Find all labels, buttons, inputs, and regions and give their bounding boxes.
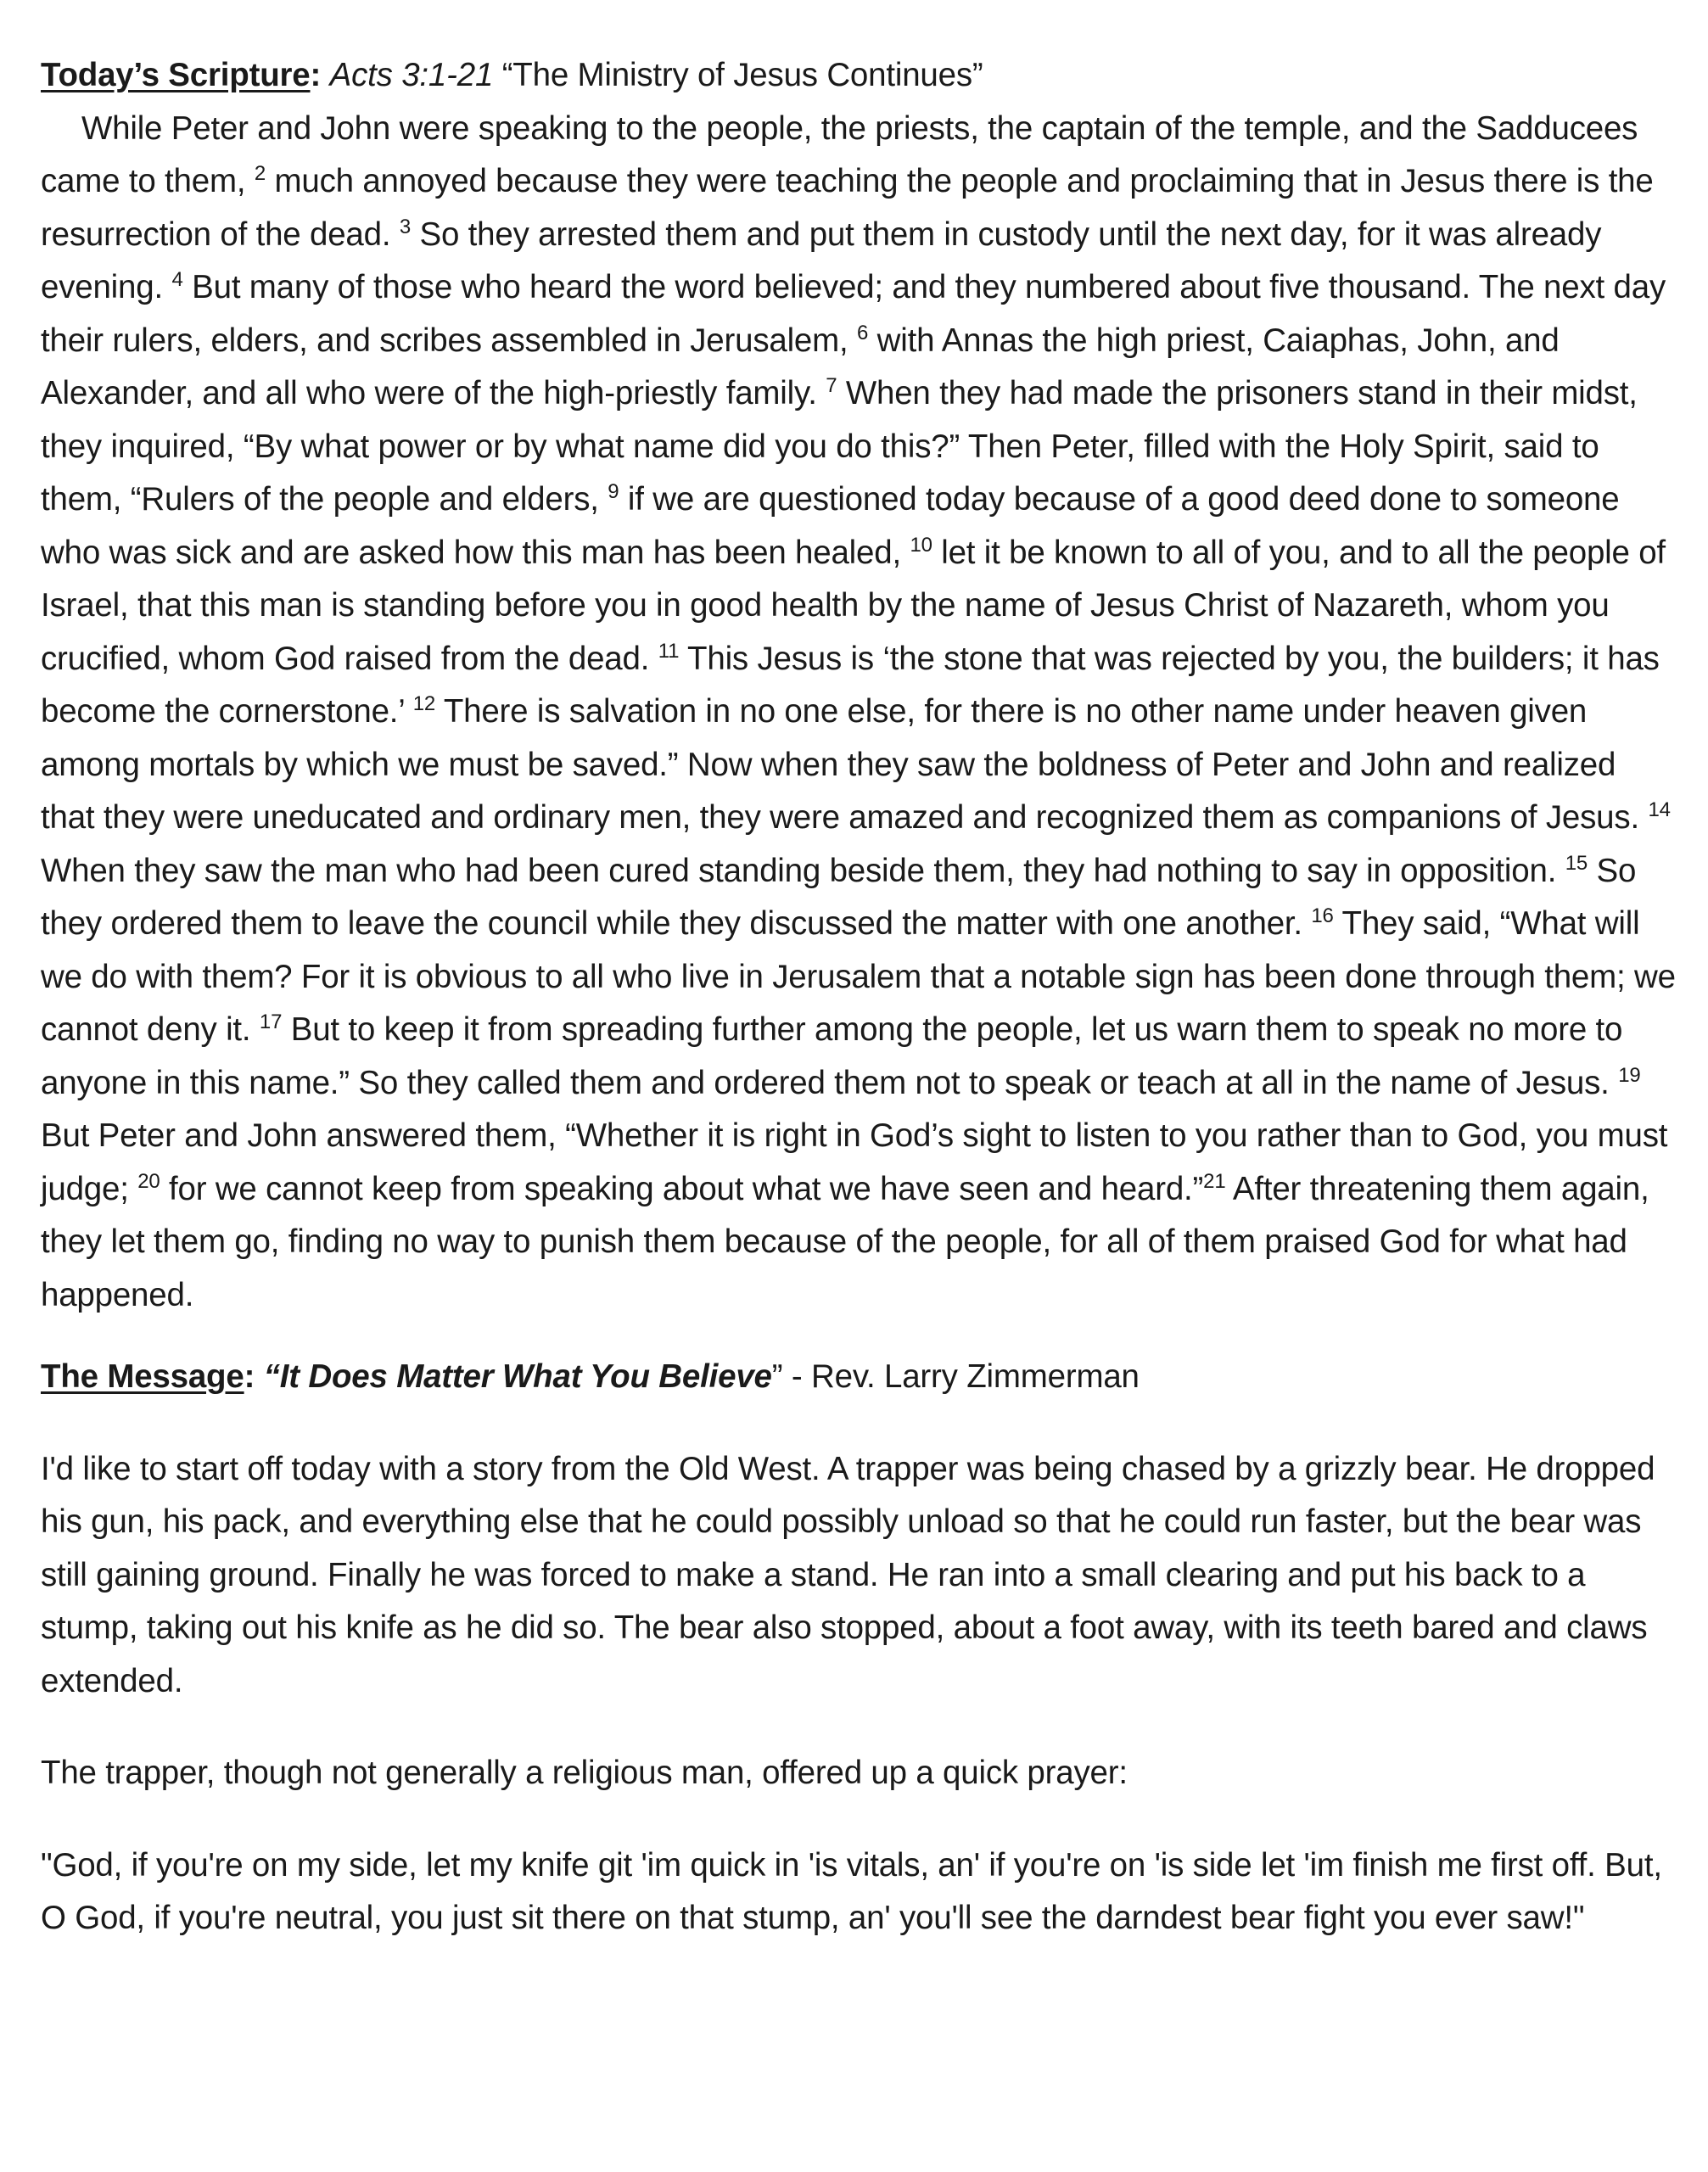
scripture-text — [41, 103, 1678, 1323]
verse-text: There is salvation in no one else, for there is no other name under heaven given among mortals by which we must be saved.” Now when they saw the boldness of Peter and John and realized that they were uneducated and ordinary men, they were amazed and recognized them as companions of Jesus. — [41, 693, 1649, 836]
message-colon: : — [244, 1358, 255, 1395]
scripture-reference: Acts 3:1-21 — [329, 57, 494, 93]
message-close-quote: ” — [771, 1358, 783, 1395]
verse-text: with Annas the high priest, Caiaphas, John, and Alexander, and all who were of the high-priestly family. — [41, 322, 1560, 411]
verse-number: 4 — [171, 268, 183, 292]
verse-number: 14 — [1648, 798, 1671, 822]
message-heading — [41, 1351, 1678, 1404]
verse-number: 16 — [1311, 904, 1334, 928]
verse-number: 20 — [137, 1169, 160, 1193]
verse-text: When they saw the man who had been cured standing beside them, they had nothing to say in opposition. — [41, 852, 1565, 889]
verse-text: But many of those who heard the word believed; and they numbered about five thousand. The next day their rulers, elders, and scribes assembled in Jerusalem, — [41, 269, 1666, 359]
scripture-label: Today’s Scripture — [41, 57, 311, 93]
message-author: - Rev. Larry Zimmerman — [782, 1358, 1140, 1395]
document-page — [41, 49, 1678, 1984]
message-label: The Message — [41, 1358, 244, 1395]
verse-text: So they ordered them to leave the council while they discussed the matter with one another. — [41, 852, 1637, 942]
verse-number: 15 — [1565, 851, 1588, 875]
verse-number: 10 — [910, 533, 932, 557]
scripture-colon: : — [310, 57, 322, 93]
verse-number: 2 — [254, 162, 266, 186]
message-title: “It Does Matter What You Believe — [263, 1358, 772, 1395]
verse-number: 11 — [658, 639, 680, 663]
verse-number: 12 — [412, 692, 436, 716]
verse-text: This Jesus is ‘the stone that was rejected by you, the builders; it has become the cornerstone.’ — [41, 640, 1660, 730]
scripture-heading — [41, 49, 1678, 103]
verse-text: let it be known to all of you, and to all the people of Israel, that this man is standing before you in good health by the name of Jesus Christ of Nazareth, whom you crucified, whom God raised from the dead. — [41, 534, 1666, 677]
verse-number: 9 — [608, 480, 619, 504]
verse-number: 17 — [259, 1010, 283, 1034]
verse-number: 6 — [857, 321, 869, 344]
verse-text: While Peter and John were speaking to the people, the priests, the captain of the temple, and the Sadducees came to them, — [41, 109, 1638, 199]
verse-text: But to keep it from spreading further among the people, let us warn them to speak no more to anyone in this name.” So they called them and ordered them not to speak or teach at all in the name of Jesus. — [41, 1011, 1623, 1101]
verse-number: 3 — [399, 215, 411, 238]
verse-text: if we are questioned today because of a good deed done to someone who was sick and are asked how this man has been healed, — [41, 481, 1620, 571]
story-paragraph-1: I'd like to start off today with a story from the Old West. A trapper was being chased by a grizzly bear. He dropped his gun, his pack, and everything else that he could possibly unload so that he could run faster, but the bear was still gaining ground. Finally he was forced to make a stand. He ran into a small clearing and put his back to a stump, taking out his knife as he did so. The bear also stopped, about a foot away, with its teeth bared and claws extended. — [41, 1450, 1655, 1699]
verse-text: for we cannot keep from speaking about what we have seen and heard.” — [160, 1170, 1204, 1207]
story-paragraph-2: The trapper, though not generally a religious man, offered up a quick prayer: — [41, 1755, 1128, 1791]
story-paragraph-3: "God, if you're on my side, let my knife git 'im quick in 'is vitals, an' if you're on 'is side let 'im finish me first off. But, O God, if you're neutral, you just sit there on that stump, an' you'll see the darndest bear fight you ever saw!" — [41, 1846, 1662, 1936]
verse-text: After threatening them again, they let them go, finding no way to punish them because of the people, for all of them praised God for what had happened. — [41, 1170, 1649, 1313]
verse-number: 19 — [1618, 1063, 1641, 1087]
verse-number: 21 — [1203, 1169, 1226, 1193]
verse-text: When they had made the prisoners stand in their midst, they inquired, “By what power or by what name did you do this?” Then Peter, filled with the Holy Spirit, said to them, “Rulers of the people and elders, — [41, 375, 1638, 518]
verse-text: But Peter and John answered them, “Whether it is right in God’s sight to listen to you rather than to God, you must judge; — [41, 1117, 1668, 1207]
verse-text: So they arrested them and put them in custody until the next day, for it was already evening. — [41, 216, 1602, 305]
verse-text: They said, “What will we do with them? For it is obvious to all who live in Jerusalem that a notable sign has been done through them; we cannot deny it. — [41, 905, 1676, 1048]
verse-number: 7 — [826, 374, 837, 398]
scripture-title: “The Ministry of Jesus Continues” — [501, 57, 983, 93]
verse-text: much annoyed because they were teaching the people and proclaiming that in Jesus there is the resurrection of the dead. — [41, 163, 1654, 253]
